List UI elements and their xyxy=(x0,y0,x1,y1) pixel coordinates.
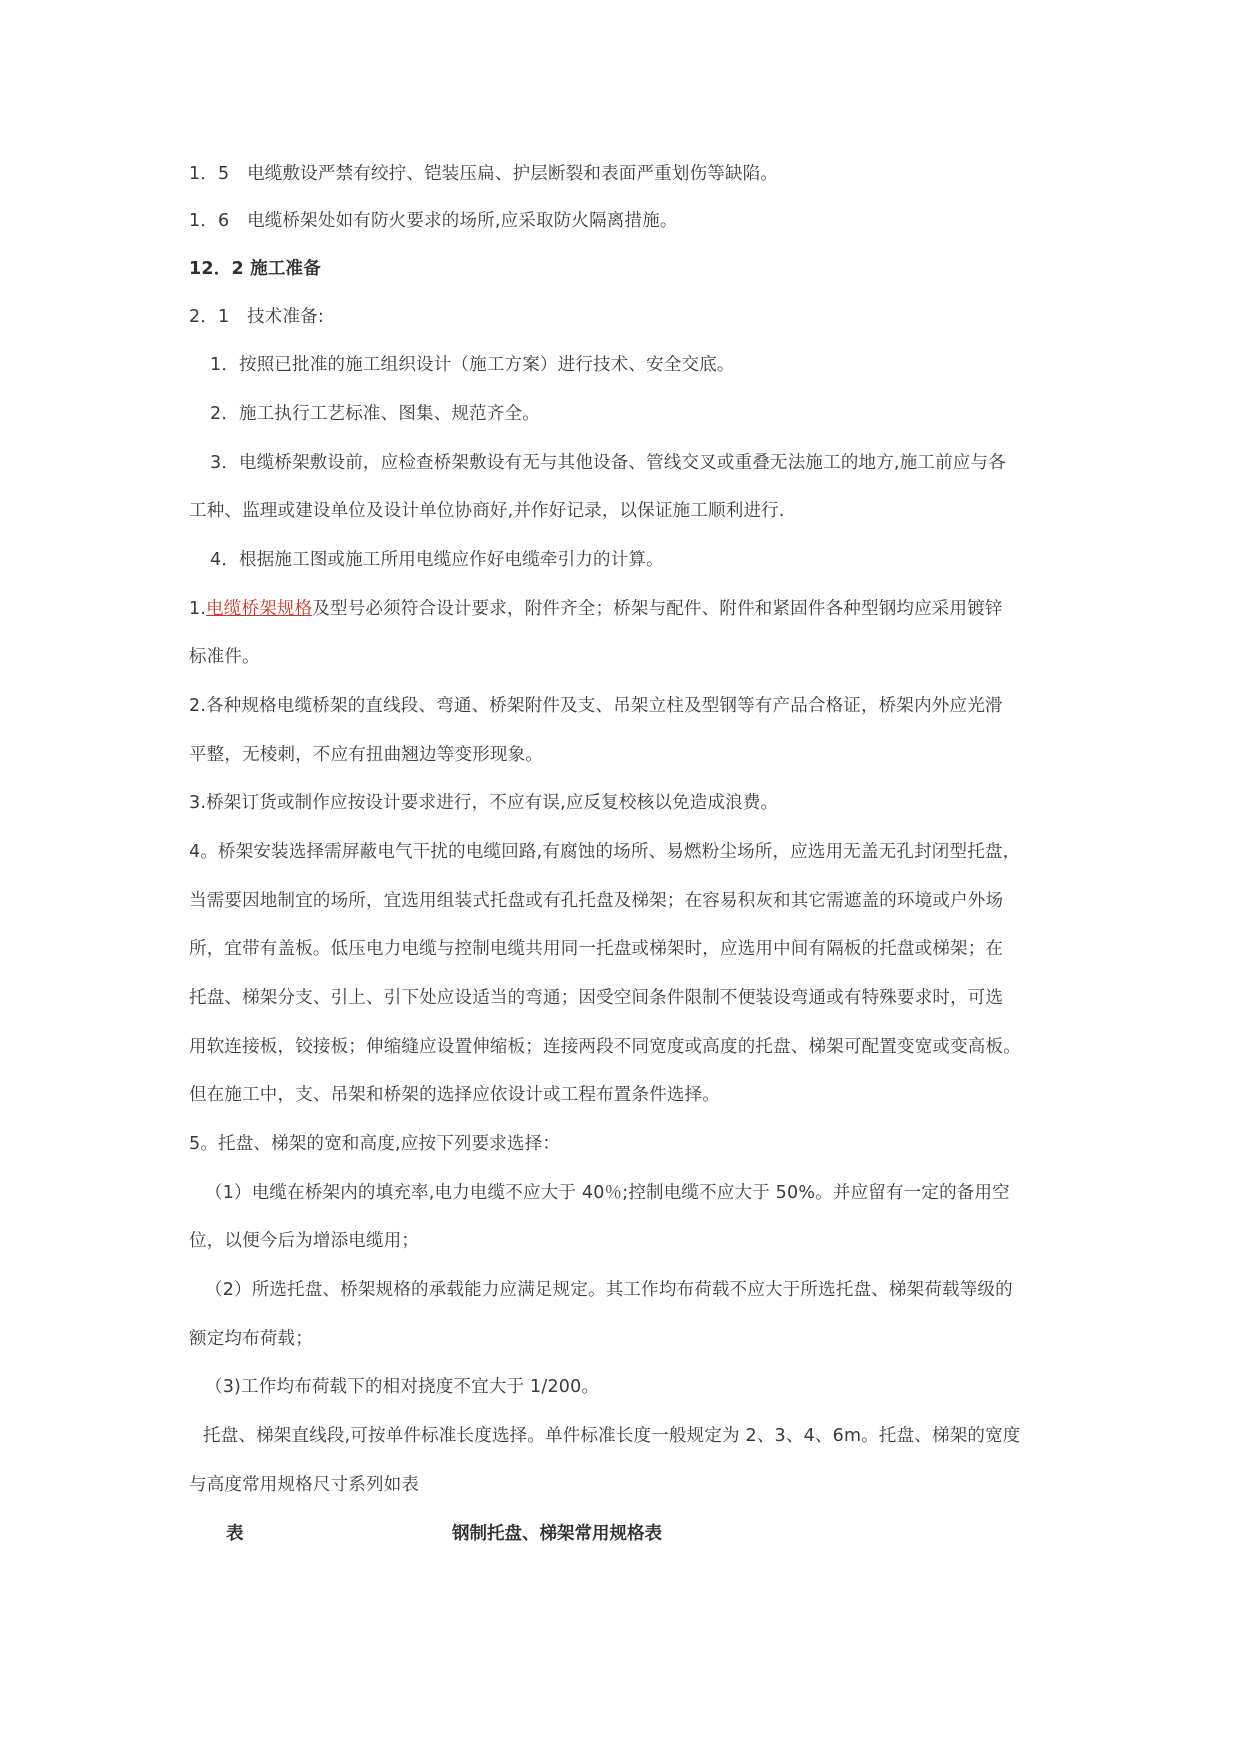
paragraph-item-5: 5。托盘、梯架的宽和高度,应按下列要求选择： xyxy=(189,1134,561,1154)
paragraph-tray-length-line-1: 托盘、梯架直线段,可按单件标准长度选择。单件标准长度一般规定为 2、3、4、6m。托盘、梯架的宽度 xyxy=(203,1426,1021,1446)
list-item-3-line-2: 工种、监理或建设单位及设计单位协商好,并作好记录，以保证施工顺利进行. xyxy=(189,501,785,521)
cable-tray-spec-link[interactable]: 电缆桥架规格 xyxy=(206,599,313,619)
sub-item-1-line-1: （1）电缆在桥架内的填充率,电力电缆不应大于 40％;控制电缆不应大于 50%。并应留有一定的备用空 xyxy=(205,1183,1010,1203)
sub-item-2-line-2: 额定均布荷载； xyxy=(189,1329,313,1349)
paragraph-item-2-line-1: 2.各种规格电缆桥架的直线段、弯通、桥架附件及支、吊架立柱及型钢等有产品合格证，桥架内外应光滑 xyxy=(189,696,1003,716)
list-item-4: 4．根据施工图或施工所用电缆应作好电缆牵引力的计算。 xyxy=(210,550,664,570)
list-item-2: 2．施工执行工艺标准、图集、规范齐全。 xyxy=(210,404,540,424)
paragraph-tray-length-line-2: 与高度常用规格尺寸系列如表 xyxy=(189,1475,420,1495)
sub-item-3: （3)工作均布荷载下的相对挠度不宜大于 1/200。 xyxy=(205,1377,600,1397)
paragraph-1-5: 1．5 电缆敷设严禁有绞拧、铠装压扁、护层断裂和表面严重划伤等缺陷。 xyxy=(189,164,779,184)
paragraph-item-3: 3.桥架订货或制作应按设计要求进行，不应有误,应反复校核以免造成浪费。 xyxy=(189,793,779,813)
paragraph-item-4-line-5: 用软连接板，铰接板；伸缩缝应设置伸缩板；连接两段不同宽度或高度的托盘、梯架可配置变宽或变高板。 xyxy=(189,1037,1021,1057)
paragraph-item-4-line-2: 当需要因地制宜的场所，宜选用组装式托盘或有孔托盘及梯架；在容易积灰和其它需遮盖的环境或户外场 xyxy=(189,891,1004,911)
sub-item-2-line-1: （2）所选托盘、桥架规格的承载能力应满足规定。其工作均布荷载不应大于所选托盘、梯架荷载等级的 xyxy=(205,1280,1013,1300)
section-heading-12-2: 12．2 施工准备 xyxy=(189,259,321,279)
paragraph-1-6: 1．6 电缆桥架处如有防火要求的场所,应采取防火隔离措施。 xyxy=(189,211,678,231)
paragraph-item-4-line-3: 所，宜带有盖板。低压电力电缆与控制电缆共用同一托盘或梯架时，应选用中间有隔板的托盘或梯架；在 xyxy=(189,939,1004,959)
table-label: 表 xyxy=(226,1524,244,1544)
paragraph-item-2-line-2: 平整，无棱刺，不应有扭曲翘边等变形现象。 xyxy=(189,745,543,765)
table-title: 钢制托盘、梯架常用规格表 xyxy=(452,1524,662,1544)
list-item-1: 1．按照已批准的施工组织设计（施工方案）进行技术、安全交底。 xyxy=(210,355,735,375)
list-item-3-line-1: 3．电缆桥架敷设前，应检查桥架敷设有无与其他设备、管线交叉或重叠无法施工的地方,施工前应与各 xyxy=(210,453,1006,473)
paragraph-item-4-line-6: 但在施工中，支、吊架和桥架的选择应依设计或工程布置条件选择。 xyxy=(189,1085,720,1105)
paragraph-item-1-line-2: 标准件。 xyxy=(189,647,260,667)
paragraph-item-4-line-1: 4。桥架安装选择需屏蔽电气干扰的电缆回路,有腐蚀的场所、易燃粉尘场所，应选用无盖无孔封闭型托盘， xyxy=(189,842,1021,862)
paragraph-item-4-line-4: 托盘、梯架分支、引上、引下处应设适当的弯通；因受空间条件限制不便装设弯通或有特殊要求时，可选 xyxy=(189,988,1004,1008)
sub-item-1-line-2: 位，以便今后为增添电缆用； xyxy=(189,1231,420,1251)
item-1-prefix: 1. xyxy=(189,599,207,619)
paragraph-2-1: 2．1 技术准备: xyxy=(189,307,324,327)
item-1-text: 及型号必须符合设计要求，附件齐全；桥架与配件、附件和紧固件各种型钢均应采用镀锌 xyxy=(312,599,1003,619)
paragraph-item-1-line-1 xyxy=(189,598,1003,620)
